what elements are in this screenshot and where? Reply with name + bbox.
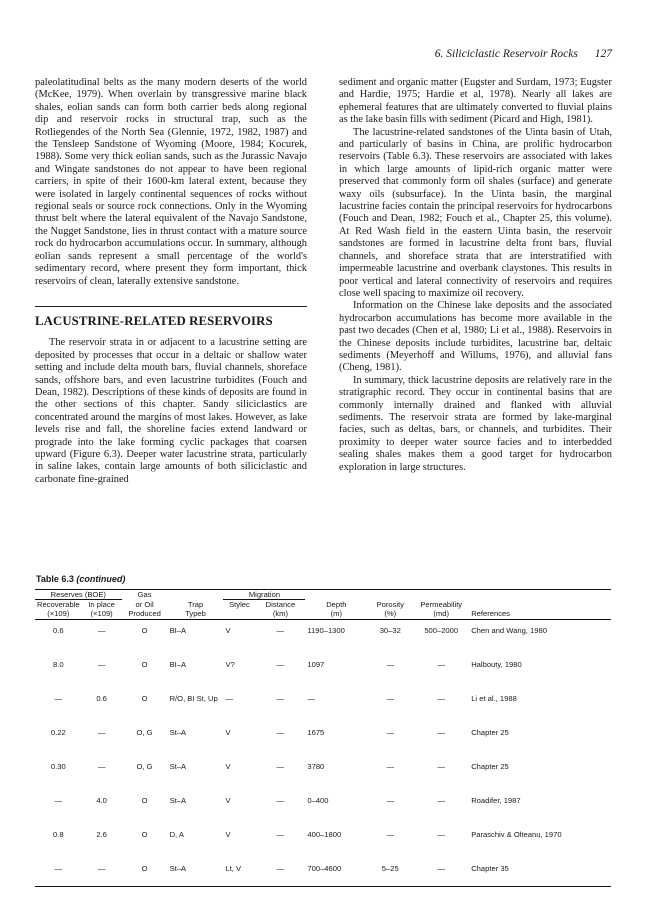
- table-row: [35, 688, 611, 722]
- cell: —: [276, 796, 285, 805]
- cell: —: [276, 660, 285, 669]
- col-header-unit: (md): [413, 609, 469, 620]
- cell: —: [307, 694, 315, 703]
- cell: BI–A: [169, 660, 187, 669]
- col-header-unit: (×109): [82, 609, 122, 620]
- table-row: [35, 858, 611, 887]
- col-header: Permeability: [420, 599, 463, 609]
- col-header: Porosity: [376, 599, 404, 609]
- cell: O: [141, 830, 148, 839]
- cell: Paraschiv & Olteanu, 1970: [471, 830, 562, 839]
- page-number: 127: [594, 48, 612, 60]
- cell: —: [386, 694, 395, 703]
- cell: —: [97, 660, 106, 669]
- cell: —: [386, 796, 395, 805]
- cell: —: [437, 830, 446, 839]
- cell: V: [225, 728, 231, 737]
- cell: St–A: [169, 728, 187, 737]
- table-caption-label: Table 6.3: [36, 574, 74, 584]
- table-caption-note: (continued): [76, 574, 126, 584]
- cell: O: [141, 796, 148, 805]
- cell: —: [386, 762, 395, 771]
- cell: Halbouty, 1980: [471, 660, 522, 669]
- paragraph: The lacustrine-related sandstones of the Uinta basin of Utah, and particularly of basins in China, are prolific hydrocarbon reservoirs (Table 6.3). These reservoirs are associated with lakes in which large amounts of lipid-rich organic matter were preserved that commonly form oil shales (surface) and generate waxy oils (subsurface). In the Uinta basin, the marginal lacustrine facies contain the principal reservoirs for hydrocarbons (Fouch and Dean, 1982; Fouch et al., Chapter 25, this volume). At Red Wash field in the eastern Uinta basin, the reservoir sandstones are formed in lacustrine delta front bars, fluvial channels, and shoreface strata that are interstratified with impermeable lacustrine and overbank claystones. This results in poor vertical and lateral connectivity of reservoirs and requires close well spacing to maximize oil recovery.: [339, 126, 612, 299]
- cell: 3780: [307, 762, 325, 771]
- cell: —: [276, 728, 285, 737]
- col-header-unit: (×109): [35, 609, 82, 620]
- cell: —: [35, 858, 82, 887]
- col-header: Depth: [326, 599, 347, 609]
- cell: Chapter 25: [471, 728, 509, 737]
- cell: 1190–1300: [307, 626, 345, 635]
- paragraph: paleolatitudinal belts as the many modern deserts of the world (McKee, 1979). When overlain by transgressive marine black shales, eolian sands can form both carrier beds along regional dip and reservoir rocks in structural trap, such as the Rotliegendes of the North Sea (Glennie, 1972, 1982, 1987) and the Tensleep Sandstone of Wyoming (Moore, 1984; Kocurek, 1988). Some very thick eolian sands, such as the Jurassic Navajo and Wingate sandstones do not appear to have been regional carriers, in spite of their 1600-km lateral extent, because they were isolated in largely continental sequences of rocks without regional seals or source rock connections. Only in the Wyoming thrust belt where the lateral equivalent of the Navajo Sandstone, the Nugget Sandstone, lies in thrust contact with a mature source rock do hydrocarbon accumulations occur. In summary, although eolian sands represent a small percentage of the world's sedimentary record, where present they form important, thick reservoirs of clean, laterally extensive sandstone.: [35, 77, 307, 287]
- cell: D, A: [169, 830, 184, 839]
- section-heading: LACUSTRINE-RELATED RESERVOIRS: [35, 306, 307, 327]
- cell: 500–2000: [424, 626, 459, 635]
- table-row: [35, 722, 611, 756]
- cell: —: [413, 858, 469, 887]
- col-header: Distance: [265, 600, 296, 609]
- cell: —: [386, 660, 395, 669]
- cell: —: [276, 762, 285, 771]
- cell: 0.22: [50, 728, 66, 737]
- cell: —: [97, 626, 106, 635]
- cell: Roadifer, 1987: [471, 796, 521, 805]
- cell: 700–4600: [305, 858, 367, 887]
- running-header: [435, 48, 612, 60]
- cell: —: [82, 858, 122, 887]
- table-row: [35, 824, 611, 858]
- cell: —: [386, 830, 395, 839]
- table-row: [35, 756, 611, 790]
- paragraph: The reservoir strata in or adjacent to a lacustrine setting are deposited by processes that occur in a deltaic or shallow water setting and include delta mouth bars, fluvial channels, shoreface sands, offshore bars, and even lacustrine turbidites (Fouch and Dean, 1982). Descriptions of these kinds of deposits are found in the other sections of this chapter. Sandy siliciclastics are concentrated around the margins of most lakes. However, as lake levels rise and fall, the shoreline facies extend landward or prograde into the lake forming cyclic packages that coarsen upward (Figure 6.3). Deeper water lacustrine strata, particularly in saline lakes, contain large amounts of both siliciclastic and carbonate fine-grained: [35, 337, 307, 485]
- cell: —: [255, 858, 305, 887]
- cell: St–A: [169, 796, 187, 805]
- cell: —: [54, 796, 63, 805]
- cell: —: [437, 762, 446, 771]
- group-header-reserves: Reserves (BOE): [35, 590, 122, 600]
- cell: —: [386, 728, 395, 737]
- cell: 0.6: [53, 626, 64, 635]
- col-header-unit: (m): [305, 609, 367, 620]
- cell: —: [437, 660, 446, 669]
- col-header-unit: Produced: [122, 609, 168, 620]
- right-column: [339, 77, 612, 474]
- cell: 5–25: [367, 858, 413, 887]
- paragraph: sediment and organic matter (Eugster and Surdam, 1973; Eugster and Hardie, 1975; Hardie et al, 1978). Nearly all lakes are ephemeral features that are ultimately converted to fluvial plains as the lake basin fills with sediment (Picard and High, 1981).: [339, 77, 612, 126]
- cell: 2.6: [96, 830, 107, 839]
- cell: —: [97, 728, 106, 737]
- col-header: Trap: [187, 599, 204, 609]
- table-caption: [36, 574, 125, 584]
- cell: O: [141, 626, 148, 635]
- cell: Chen and Wang, 1980: [471, 626, 547, 635]
- cell: V: [225, 796, 231, 805]
- cell: 0.8: [53, 830, 64, 839]
- cell: 0.6: [96, 694, 107, 703]
- cell: 8.0: [53, 660, 64, 669]
- cell: Li et al., 1988: [471, 694, 517, 703]
- cell: V: [225, 626, 231, 635]
- col-header: or Oil: [135, 599, 154, 609]
- group-header-migration: Migration: [223, 590, 305, 600]
- cell: Chapter 25: [471, 762, 509, 771]
- cell: O, G: [136, 728, 153, 737]
- cell: —: [276, 694, 285, 703]
- cell: 0.30: [50, 762, 66, 771]
- cell: —: [225, 694, 234, 703]
- running-title: 6. Siliciclastic Reservoir Rocks: [434, 48, 578, 60]
- cell: St–A: [168, 858, 224, 887]
- cell: —: [54, 694, 63, 703]
- cell: O: [141, 660, 148, 669]
- cell: O: [141, 694, 148, 703]
- table-row: [35, 790, 611, 824]
- data-table: [35, 589, 611, 887]
- left-column: [35, 77, 307, 486]
- table-row: [35, 620, 611, 655]
- cell: 1675: [307, 728, 325, 737]
- col-header-unit: (km): [255, 609, 305, 620]
- paragraph: Information on the Chinese lake deposits and the associated hydrocarbon accumulations has become more available in the past two decades (Chen et al, 1980; Li et al., 1988). Reservoirs in the Chinese deposits include turbidites, lacustrine bar, deltaic sediments (Meyerhoff and Willums, 1976), and alluvial fans (Cheng, 1981).: [339, 300, 612, 374]
- cell: —: [276, 626, 285, 635]
- cell: O: [122, 858, 168, 887]
- cell: O, G: [136, 762, 153, 771]
- cell: Chapter 35: [469, 858, 611, 887]
- cell: —: [97, 762, 106, 771]
- cell: 4.0: [96, 796, 107, 805]
- cell: —: [437, 728, 446, 737]
- cell: —: [276, 830, 285, 839]
- cell: Lt, V: [223, 858, 255, 887]
- cell: V?: [225, 660, 235, 669]
- cell: St–A: [169, 762, 187, 771]
- col-header-references: References: [469, 609, 611, 620]
- cell: 30–32: [379, 626, 401, 635]
- cell: V: [225, 762, 231, 771]
- paragraph: In summary, thick lacustrine deposits are relatively rare in the stratigraphic record. They occur in continental basins that are commonly internally drained and flanked with alluvial sediments. The reservoir strata are formed by lake-marginal facies, such as deltas, bars, or channels, and turbidites. Their proximity to deeper water source facies and to interbedded sealing shales makes them a good target for hydrocarbon exploration in large structures.: [339, 374, 612, 473]
- col-header: Stylec: [229, 600, 250, 609]
- col-header: Recoverable: [37, 600, 80, 609]
- cell: R/O, BI St, Up: [169, 694, 218, 703]
- col-header-unit: Typeb: [168, 609, 224, 620]
- col-header: In place: [88, 600, 115, 609]
- cell: 400–1800: [307, 830, 342, 839]
- cell: 1097: [307, 660, 325, 669]
- group-header-gas: Gas: [122, 590, 168, 600]
- col-header-unit: (%): [367, 609, 413, 620]
- table-row: [35, 654, 611, 688]
- cell: V: [225, 830, 231, 839]
- cell: —: [437, 796, 446, 805]
- cell: BI–A: [169, 626, 187, 635]
- cell: —: [437, 694, 446, 703]
- cell: 0–400: [307, 796, 329, 805]
